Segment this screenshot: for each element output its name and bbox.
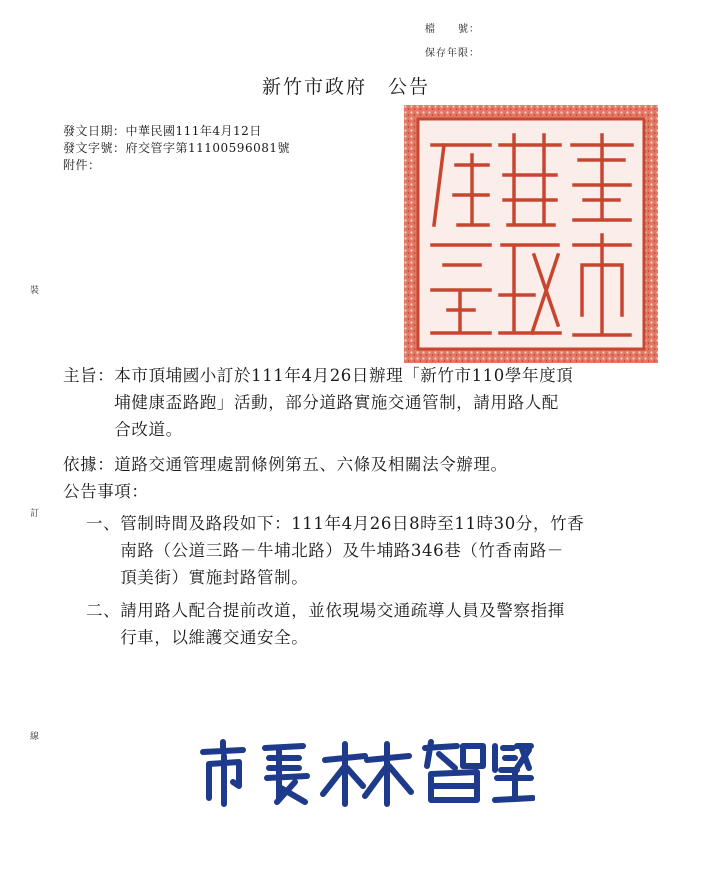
retention-label: 保存年限：	[425, 48, 480, 59]
subject-line: 合改道。	[63, 420, 183, 439]
item-line: 頂美街）實施封路管制。	[86, 568, 309, 587]
issue-date: 發文日期：中華民國111年4月12日	[63, 124, 262, 138]
items-heading: 公告事項：	[63, 482, 149, 501]
announcement-item-2	[86, 597, 565, 651]
subject-line: 主旨：本市頂埔國小訂於111年4月26日辦理「新竹市110學年度頂	[63, 366, 574, 385]
reference-number: 發文字號：府交管字第11100596081號	[63, 141, 290, 155]
mayor-signature-text	[195, 808, 535, 809]
binding-mark-xian: 線	[30, 732, 40, 742]
file-number-label: 檔 號：	[425, 24, 480, 35]
item-line: 二、請用路人配合提前改道，並依現場交通疏導人員及警察指揮	[86, 601, 565, 620]
subject-section	[63, 362, 573, 443]
binding-mark-zhuang: 裝	[30, 286, 40, 296]
item-line: 南路（公道三路－牛埔北路）及牛埔路346巷（竹香南路－	[86, 541, 564, 560]
issue-meta	[63, 123, 290, 174]
mayor-signature	[195, 738, 535, 808]
item-line: 行車，以維護交通安全。	[86, 628, 309, 647]
official-seal	[404, 105, 658, 363]
item-line: 一、管制時間及路段如下：111年4月26日8時至11時30分，竹香	[86, 514, 585, 533]
announcement-item-1	[86, 510, 584, 591]
binding-mark-ding: 訂	[30, 509, 40, 519]
attachment-label: 附件：	[63, 158, 101, 172]
subject-line: 埔健康盃路跑」活動，部分道路實施交通管制，請用路人配	[63, 393, 559, 412]
document-title: 新竹市政府 公告	[262, 76, 431, 98]
basis-line: 依據：道路交通管理處罰條例第五、六條及相關法令辦理。	[63, 455, 508, 474]
